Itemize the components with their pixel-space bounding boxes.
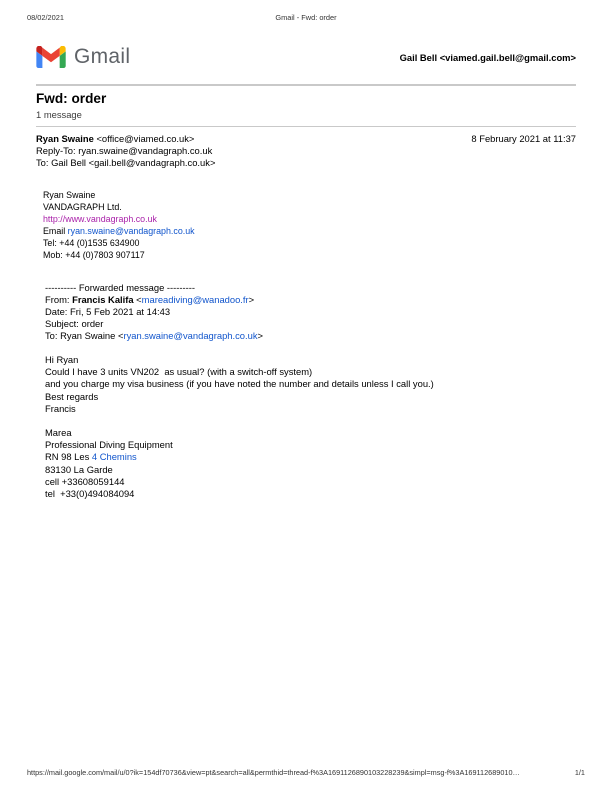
addr-street-line [45, 451, 576, 463]
gmail-m-icon [36, 46, 66, 68]
sender-line [36, 133, 215, 145]
message-count: 1 message [36, 109, 82, 120]
forwarded-date-line [45, 306, 576, 318]
gmail-logo [36, 45, 130, 69]
body-signoff: Francis [45, 402, 76, 414]
forwarded-from-name: Francis Kalifa [72, 294, 134, 305]
message-header-left [36, 133, 215, 169]
forwarded-from-line [45, 294, 576, 306]
forwarded-header [45, 282, 576, 342]
signature-company: VANDAGRAPH Ltd. [43, 202, 122, 212]
signature-email-link[interactable]: ryan.swaine@vandagraph.co.uk [67, 226, 195, 236]
addr-tel: tel +33(0)494084094 [45, 488, 135, 500]
to-line [36, 157, 215, 169]
forwarded-from-label: From: [45, 294, 73, 305]
signature-tel: Tel: +44 (0)1535 634900 [43, 238, 140, 248]
bracket-open: < [115, 330, 124, 341]
to-value: Gail Bell <gail.bell@vandagraph.co.uk> [51, 157, 216, 168]
addr-map-link[interactable]: 4 Chemins [91, 451, 137, 463]
message-body [45, 354, 576, 500]
forwarded-date-label: Date: [45, 306, 71, 317]
account-email: Gail Bell <viamed.gail.bell@gmail.com> [399, 51, 576, 63]
brand-row [36, 44, 576, 70]
signature-website-line [43, 213, 576, 225]
bracket-close: > [248, 294, 255, 305]
reply-to-value: ryan.swaine@vandagraph.co.uk [78, 145, 213, 156]
addr-city: 83130 La Garde [45, 463, 113, 475]
divider-top [36, 84, 576, 86]
signature-email-line [43, 225, 576, 237]
forwarded-to-name: Ryan Swaine [60, 330, 116, 341]
body-closing: Best regards [45, 390, 99, 402]
forwarded-subject-value: order [81, 318, 104, 329]
sender-signature [43, 189, 576, 261]
addr-company-desc: Professional Diving Equipment [45, 439, 173, 451]
addr-cell: cell +33608059144 [45, 475, 125, 487]
forwarded-to-line [45, 330, 576, 342]
divider-thread [36, 126, 576, 127]
to-label: To: [36, 157, 52, 168]
bracket-close: > [257, 330, 264, 341]
reply-to-label: Reply-To: [36, 145, 79, 156]
forwarded-subject-line [45, 318, 576, 330]
signature-name: Ryan Swaine [43, 190, 96, 200]
addr-company: Marea [45, 427, 72, 439]
message-header [36, 133, 576, 169]
footer-url: https://mail.google.com/mail/u/0?ik=154df70736&view=pt&search=all&permthid=thread-f%3A1691126890103228239&simpl=msg-f%3A169112689010… [27, 768, 520, 777]
forwarded-date-value: Fri, 5 Feb 2021 at 14:43 [70, 306, 171, 317]
forwarded-divider: ---------- Forwarded message --------- [45, 282, 195, 293]
sender-name: Ryan Swaine [36, 133, 94, 144]
print-date: 08/02/2021 [27, 13, 64, 22]
forwarded-to-label: To: [45, 330, 61, 341]
thread-subject: Fwd: order [36, 91, 107, 106]
forwarded-to-email-link[interactable]: ryan.swaine@vandagraph.co.uk [123, 330, 258, 341]
body-request-2: and you charge my visa business (if you have noted the number and details unless I call you.) [45, 378, 434, 390]
reply-to-line [36, 145, 215, 157]
signature-mob: Mob: +44 (0)7803 907117 [43, 250, 145, 260]
bracket-open: < [133, 294, 142, 305]
website-link[interactable]: http://www.vandagraph.co.uk [43, 214, 157, 224]
sender-address: <office@viamed.co.uk> [93, 133, 195, 144]
sender-address-block [45, 427, 576, 500]
body-request-1: Could I have 3 units VN202 as usual? (with a switch-off system) [45, 366, 313, 378]
forwarded-subject-label: Subject: [45, 318, 82, 329]
body-greeting: Hi Ryan [45, 354, 79, 365]
print-title: Gmail - Fwd: order [275, 13, 337, 22]
footer-page-indicator: 1/1 [574, 768, 585, 777]
addr-street-prefix: RN 98 Les [45, 451, 92, 463]
forwarded-from-email-link[interactable]: mareadiving@wanadoo.fr [141, 294, 249, 305]
gmail-wordmark: Gmail [74, 45, 131, 68]
email-content [36, 44, 576, 500]
browser-print-header [27, 13, 585, 23]
signature-email-label: Email [43, 226, 68, 236]
browser-print-footer [27, 768, 585, 777]
message-date: 8 February 2021 at 11:37 [471, 133, 576, 144]
